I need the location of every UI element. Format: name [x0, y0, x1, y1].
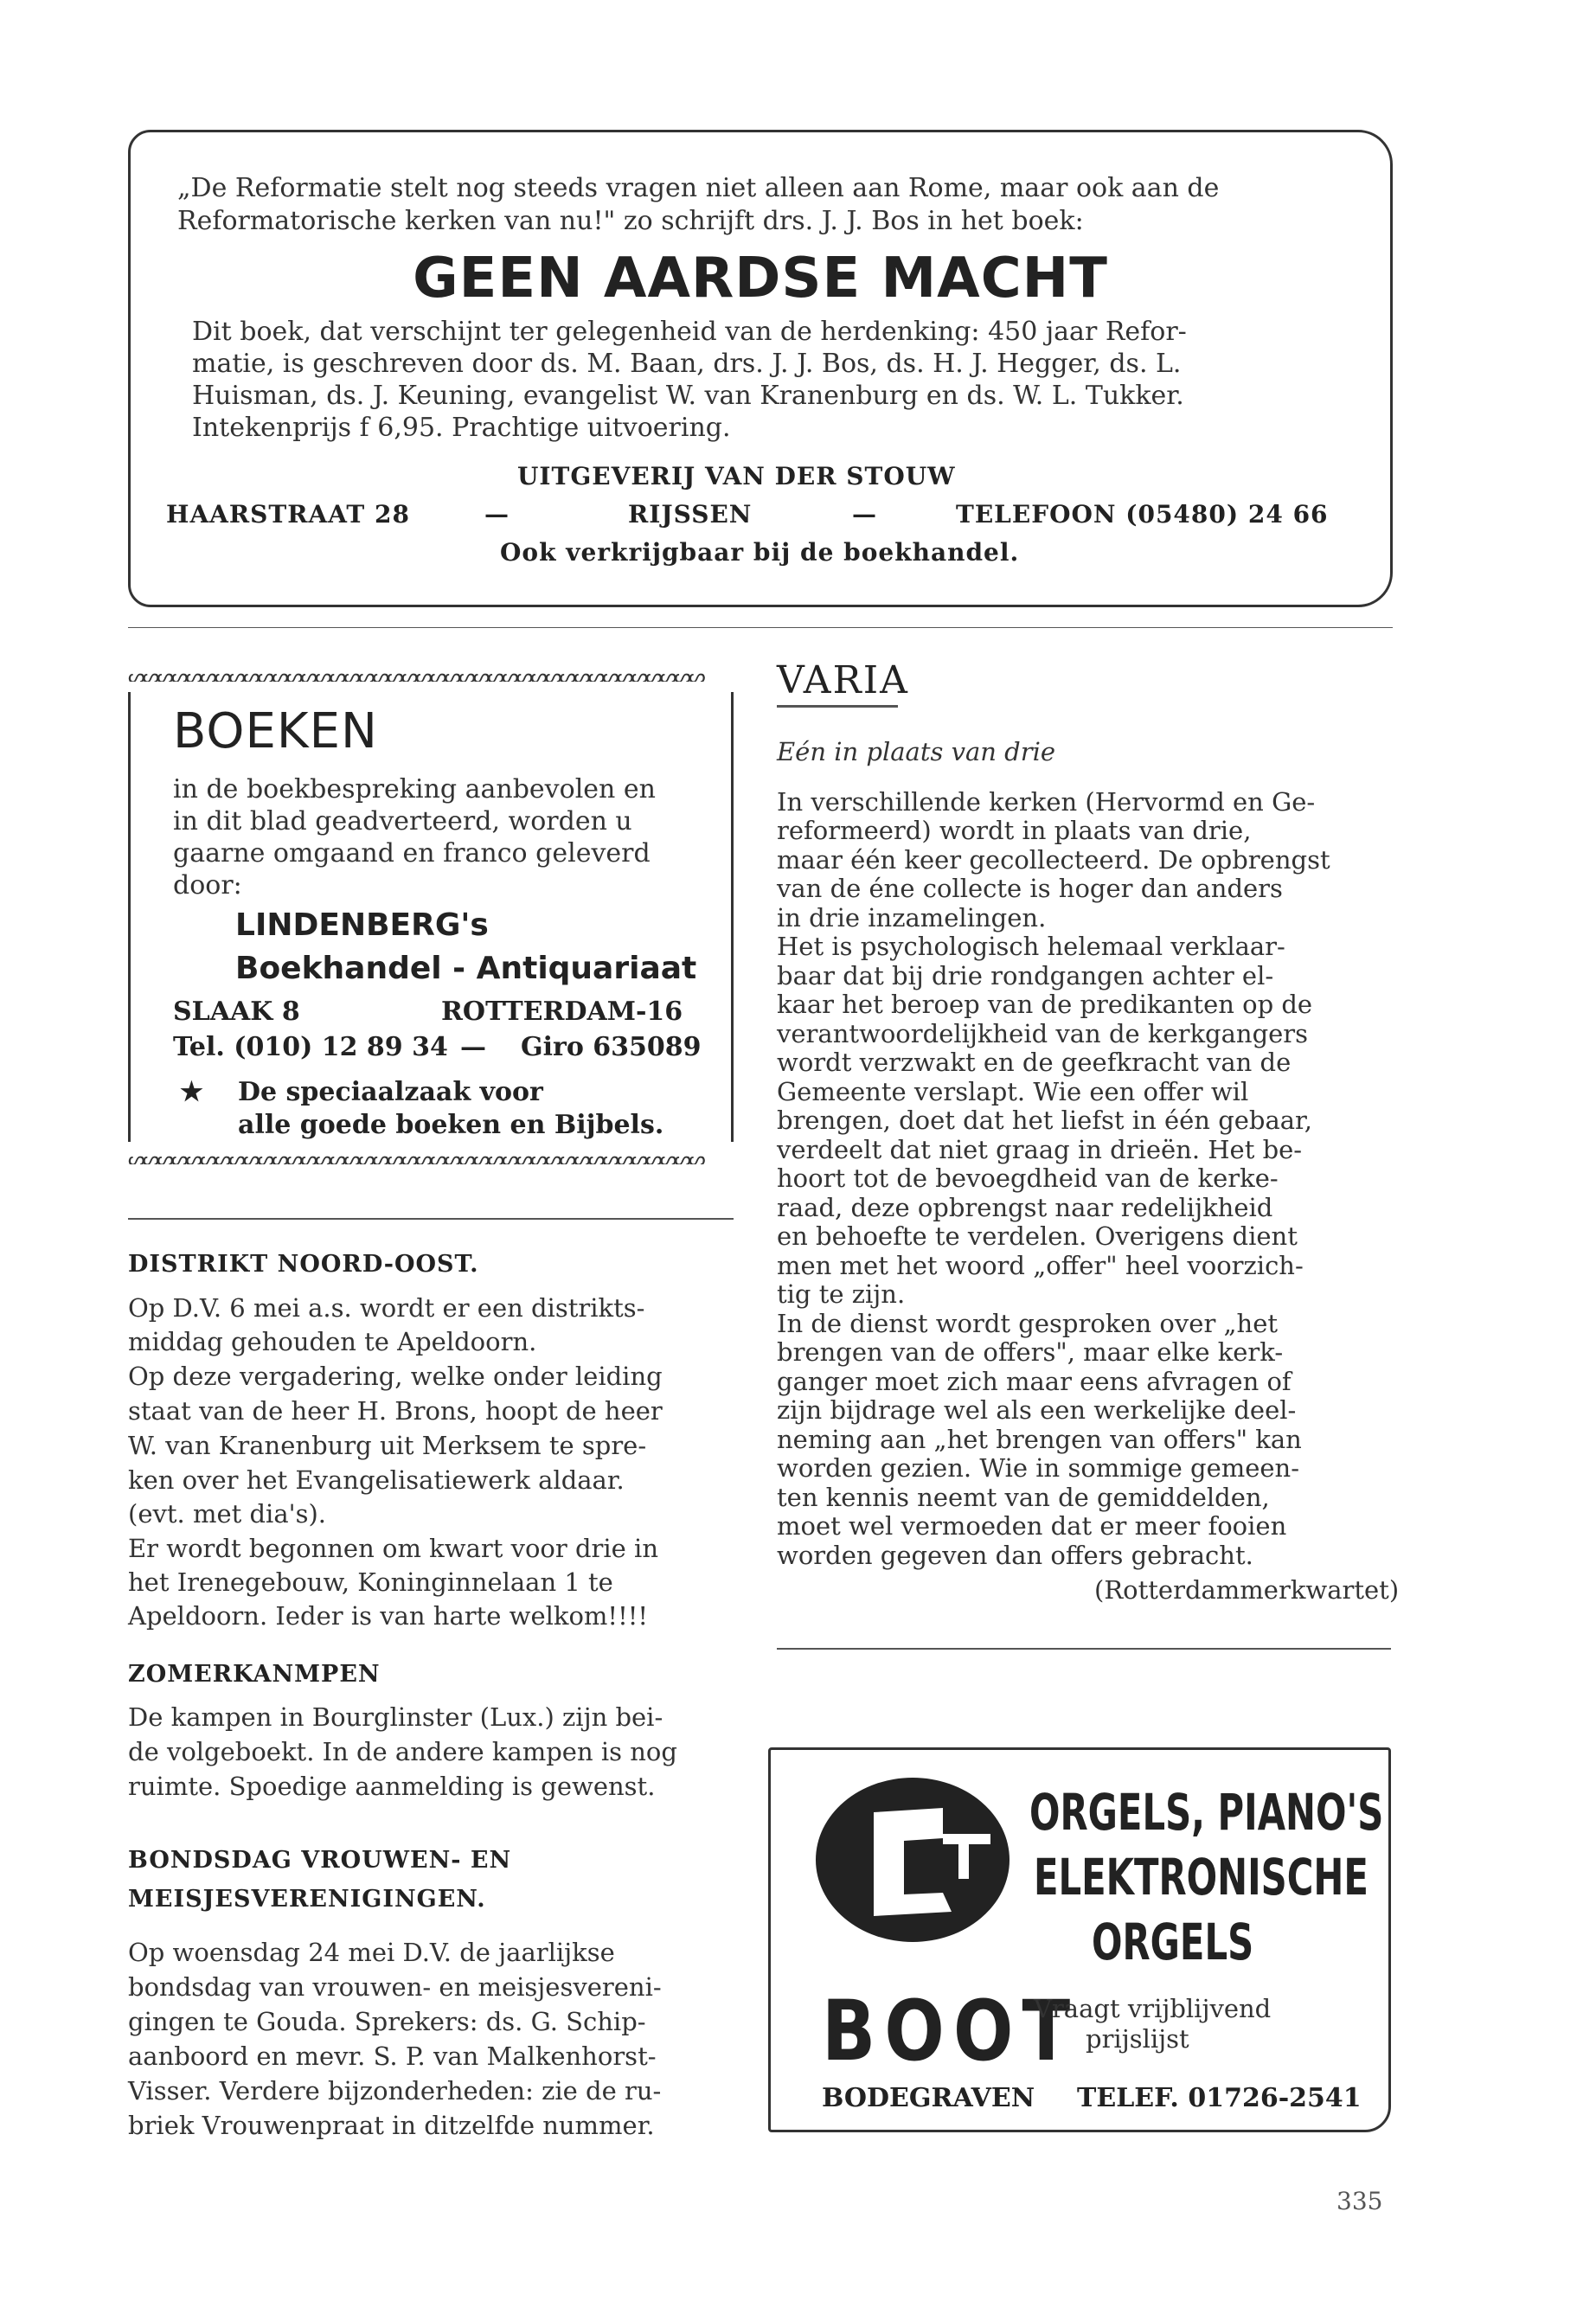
- left-column-divider: [128, 1218, 734, 1220]
- advert-availability: Ook verkrijgbaar bij de boekhandel.: [500, 538, 1020, 567]
- varia-line: In de dienst wordt gesproken over „het: [777, 1309, 1279, 1338]
- bondsdag-line: Op woensdag 24 mei D.V. de jaarlijkse: [128, 1938, 615, 1967]
- orgels-phone: TELEF. 01726-2541: [1077, 2083, 1362, 2113]
- ornament-border-bottom: ᔕᔕᔕᔕᔕᔕᔕᔕᔕᔕᔕᔕᔕᔕᔕᔕᔕᔕᔕᔕᔕᔕᔕᔕᔕᔕᔕᔕᔕᔕᔕᔕᔕᔕᔕᔕᔕᔕᔕᔕ: [128, 1149, 703, 1164]
- varia-line: verantwoordelijkheid van de kerkgangers: [777, 1019, 1309, 1048]
- advert-city: RIJSSEN: [628, 500, 753, 529]
- advert-intro-line-2: Reformatorische kerken van nu!" zo schrijft drs. J. J. Bos in het boek:: [177, 206, 1084, 236]
- section-divider: [128, 627, 1393, 628]
- organ-icon: [813, 1773, 1012, 1946]
- varia-line: neming aan „het brengen van offers" kan: [777, 1425, 1302, 1454]
- shop-slogan-line-1: De speciaalzaak voor: [238, 1077, 543, 1107]
- bondsdag-line: bondsdag van vrouwen- en meisjesvereni-: [128, 1972, 662, 2002]
- shop-telephone: Tel. (010) 12 89 34: [173, 1032, 448, 1062]
- varia-line: reformeerd) wordt in plaats van drie,: [777, 816, 1252, 845]
- varia-line: zijn bijdrage wel als een werkelijke deel-: [777, 1395, 1297, 1425]
- section-heading-zomerkampen: ZOMERKANMPEN: [128, 1661, 381, 1688]
- varia-line: In verschillende kerken (Hervormd en Ge-: [777, 787, 1316, 817]
- varia-line: worden gegeven dan offers gebracht.: [777, 1541, 1253, 1570]
- advert-book-title: GEEN AARDSE MACHT: [413, 247, 1108, 311]
- orgels-headline-3: ORGELS: [1092, 1913, 1254, 1971]
- bondsdag-line: briek Vrouwenpraat in ditzelfde nummer.: [128, 2111, 655, 2140]
- varia-line: ten kennis neemt van de gemiddelden,: [777, 1483, 1270, 1512]
- advert-address: HAARSTRAAT 28: [166, 500, 410, 529]
- varia-line: tig te zijn.: [777, 1279, 906, 1309]
- advert-dash-1: —: [484, 500, 510, 529]
- orgels-town: BODEGRAVEN: [822, 2083, 1035, 2113]
- distrikt-line: Op D.V. 6 mei a.s. wordt er een distrikts-: [128, 1293, 645, 1323]
- zomerkampen-line: De kampen in Bourglinster (Lux.) zijn bei-: [128, 1702, 663, 1732]
- varia-line: ganger moet zich maar eens afvragen of: [777, 1367, 1292, 1396]
- shop-city: ROTTERDAM-16: [441, 997, 683, 1027]
- bondsdag-line: aanboord en mevr. S. P. van Malkenhorst-: [128, 2041, 657, 2071]
- advert-publisher: UITGEVERIJ VAN DER STOUW: [517, 462, 956, 490]
- star-icon: ★: [180, 1077, 203, 1107]
- section-heading-bondsdag: BONDSDAG VROUWEN- EN: [128, 1847, 512, 1874]
- varia-title: VARIA: [777, 658, 909, 702]
- varia-line: Het is psychologisch helemaal verklaar-: [777, 932, 1285, 961]
- distrikt-line: het Irenegebouw, Koninginnelaan 1 te: [128, 1567, 613, 1597]
- varia-line: baar dat bij drie rondgangen achter el-: [777, 961, 1274, 990]
- varia-line: verdeelt dat niet graag in drieën. Het be-: [777, 1135, 1303, 1164]
- distrikt-line: ken over het Evangelisatiewerk aldaar.: [128, 1465, 625, 1495]
- varia-subtitle: Eén in plaats van drie: [777, 737, 1056, 766]
- section-heading-bondsdag-2: MEISJESVERENIGINGEN.: [128, 1886, 486, 1913]
- varia-line: brengen, doet dat het liefst in één gebaar,: [777, 1106, 1312, 1135]
- distrikt-line: staat van de heer H. Brons, hoopt de heer: [128, 1396, 663, 1426]
- shop-giro: Giro 635089: [521, 1032, 702, 1062]
- varia-line: raad, deze opbrengst naar redelijkheid: [777, 1193, 1273, 1222]
- zomerkampen-line: de volgeboekt. In de andere kampen is nog: [128, 1737, 677, 1766]
- box-right-border: [731, 692, 734, 1142]
- advert-body-line-1: Dit boek, dat verschijnt ter gelegenheid van de herdenking: 450 jaar Refor-: [192, 317, 1187, 347]
- varia-line: brengen van de offers", maar elke kerk-: [777, 1337, 1284, 1367]
- distrikt-line: Er wordt begonnen om kwart voor drie in: [128, 1534, 659, 1563]
- shop-dash: —: [460, 1032, 486, 1062]
- advert-intro-line-1: „De Reformatie stelt nog steeds vragen niet alleen aan Rome, maar ook aan de: [177, 173, 1220, 203]
- varia-line: en behoefte te verdelen. Overigens dient: [777, 1221, 1298, 1251]
- distrikt-line: middag gehouden te Apeldoorn.: [128, 1327, 537, 1356]
- orgels-headline-2: ELEKTRONISCHE: [1034, 1848, 1368, 1907]
- varia-line: worden gezien. Wie in sommige gemeen-: [777, 1453, 1300, 1483]
- varia-line: van de éne collecte is hoger dan anders: [777, 874, 1283, 903]
- boeken-body-line-3: gaarne omgaand en franco geleverd: [173, 838, 651, 868]
- varia-line: in drie inzamelingen.: [777, 903, 1047, 933]
- orgels-cta-line-2: prijslijst: [1086, 2024, 1189, 2054]
- bondsdag-line: gingen te Gouda. Sprekers: ds. G. Schip-: [128, 2007, 646, 2036]
- distrikt-line: Op deze vergadering, welke onder leiding: [128, 1362, 663, 1391]
- advert-body-line-3: Huisman, ds. J. Keuning, evangelist W. van Kranenburg en ds. W. L. Tukker.: [192, 381, 1184, 411]
- shop-street: SLAAK 8: [173, 997, 300, 1027]
- right-column-divider: [777, 1648, 1391, 1650]
- varia-underline: [777, 705, 898, 708]
- page-number: 335: [1336, 2187, 1383, 2215]
- section-heading-distrikt: DISTRIKT NOORD-OOST.: [128, 1251, 479, 1278]
- distrikt-line: (evt. met dia's).: [128, 1499, 326, 1529]
- distrikt-line: W. van Kranenburg uit Merksem te spre-: [128, 1431, 647, 1460]
- boeken-title: BOEKEN: [173, 703, 378, 760]
- varia-line: kaar het beroep van de predikanten op de: [777, 990, 1313, 1019]
- boeken-body-line-2: in dit blad geadverteerd, worden u: [173, 806, 632, 836]
- zomerkampen-line: ruimte. Spoedige aanmelding is gewenst.: [128, 1772, 656, 1801]
- advert-body-line-4: Intekenprijs f 6,95. Prachtige uitvoering.: [192, 413, 731, 443]
- distrikt-line: Apeldoorn. Ieder is van harte welkom!!!!: [128, 1601, 649, 1631]
- varia-line: maar één keer gecollecteerd. De opbrengst: [777, 845, 1330, 875]
- shop-subtitle: Boekhandel - Antiquariaat: [235, 951, 697, 986]
- advert-dash-2: —: [852, 500, 877, 529]
- orgels-cta-line-1: Vraagt vrijblijvend: [1034, 1994, 1272, 2023]
- varia-line: men met het woord „offer" heel voorzich-: [777, 1251, 1304, 1280]
- varia-line: hoort tot de bevoegdheid van de kerke-: [777, 1163, 1279, 1193]
- brand-boot: BOOT: [822, 1983, 1080, 2080]
- orgels-headline-1: ORGELS, PIANO'S: [1029, 1783, 1384, 1842]
- advert-body-line-2: matie, is geschreven door ds. M. Baan, drs. J. J. Bos, ds. H. J. Hegger, ds. L.: [192, 349, 1182, 379]
- boeken-body-line-1: in de boekbespreking aanbevolen en: [173, 774, 656, 804]
- varia-line: Gemeente verslapt. Wie een offer wil: [777, 1077, 1249, 1106]
- varia-line: wordt verzwakt en de geefkracht van de: [777, 1048, 1292, 1077]
- advert-phone: TELEFOON (05480) 24 66: [956, 500, 1329, 529]
- varia-source: (Rotterdammerkwartet): [1094, 1575, 1400, 1605]
- bondsdag-line: Visser. Verdere bijzonderheden: zie de ru-: [128, 2076, 662, 2106]
- shop-name: LINDENBERG's: [235, 907, 489, 943]
- box-left-border: [128, 692, 131, 1142]
- ornament-border-top: ᔕᔕᔕᔕᔕᔕᔕᔕᔕᔕᔕᔕᔕᔕᔕᔕᔕᔕᔕᔕᔕᔕᔕᔕᔕᔕᔕᔕᔕᔕᔕᔕᔕᔕᔕᔕᔕᔕᔕᔕ: [128, 666, 703, 682]
- varia-line: moet wel vermoeden dat er meer fooien: [777, 1511, 1287, 1541]
- shop-slogan-line-2: alle goede boeken en Bijbels.: [238, 1110, 664, 1140]
- boeken-body-line-4: door:: [173, 870, 242, 901]
